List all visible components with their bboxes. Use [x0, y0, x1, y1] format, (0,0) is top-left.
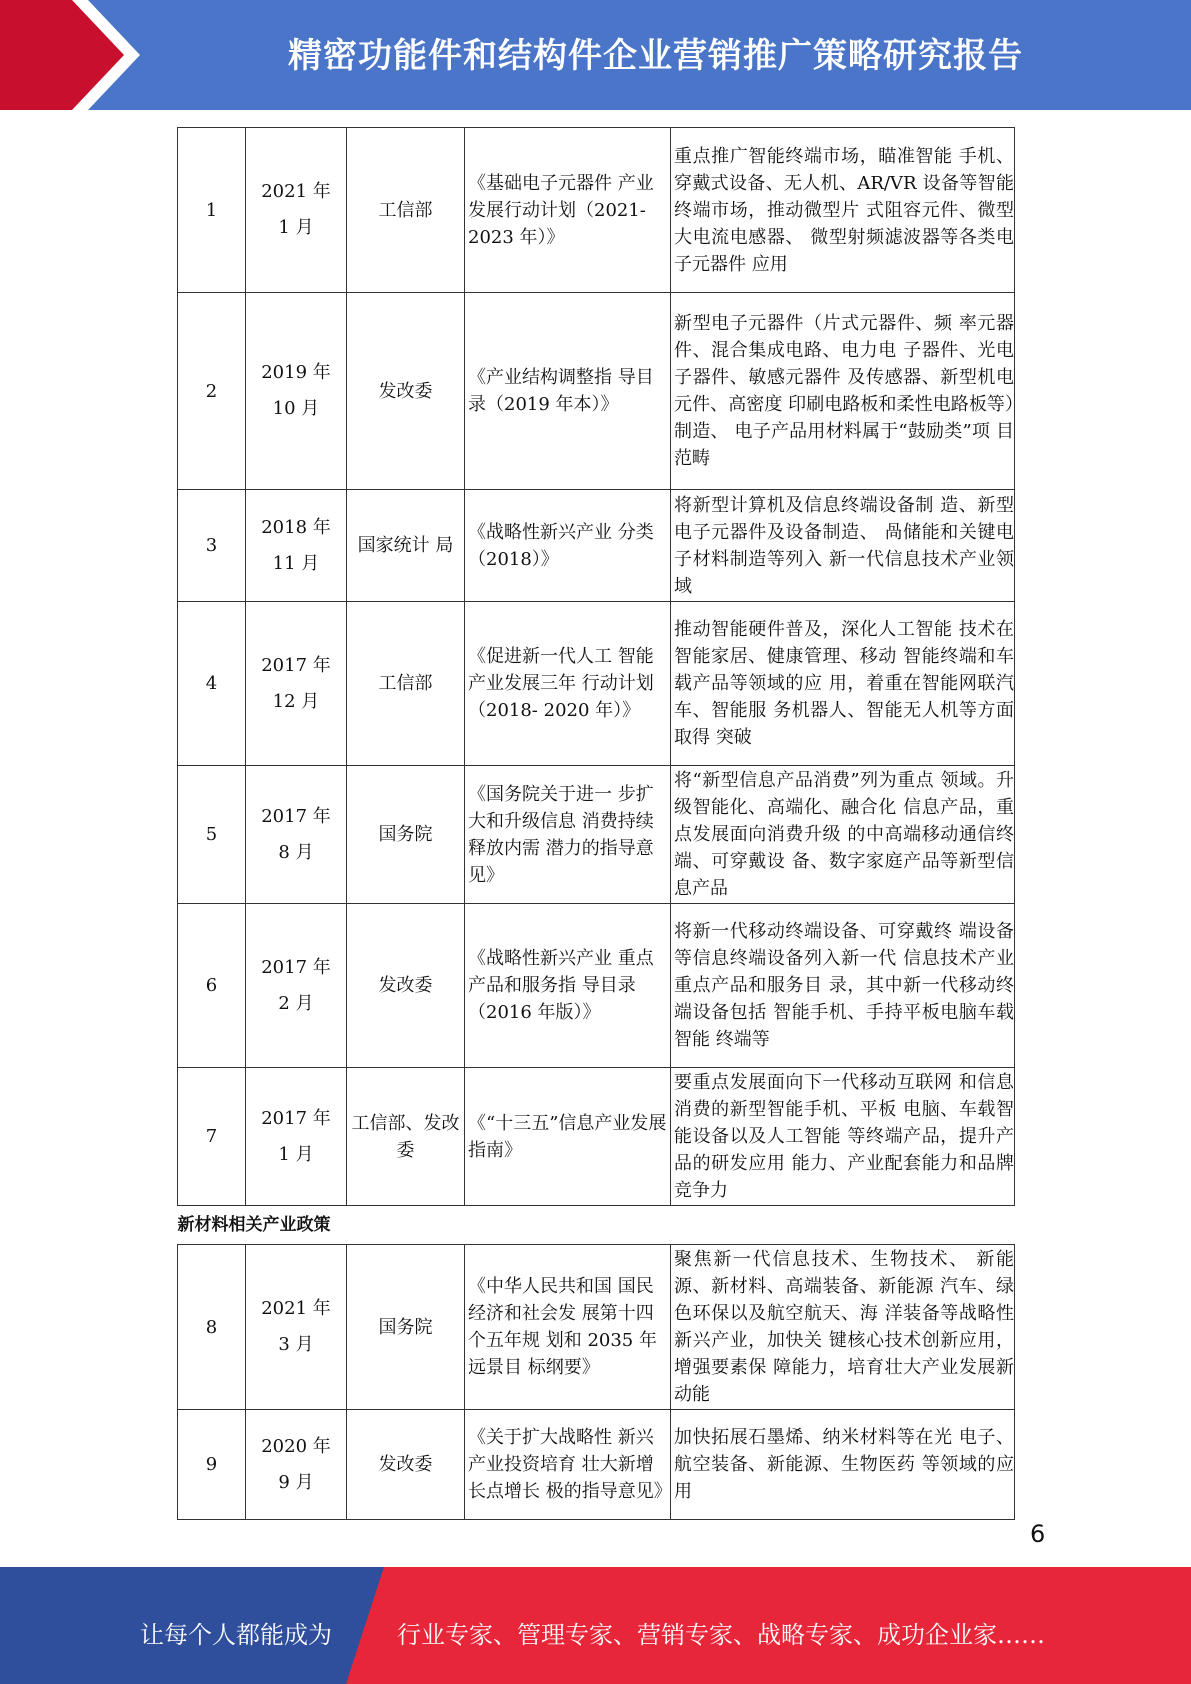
row-document: 《关于扩大战略性 新兴产业投资培育 壮大新增长点增长 极的指导意见》: [465, 1410, 671, 1520]
row-document: 《中华人民共和国 国民经济和社会发 展第十四个五年规 划和 2035 年远景目 标纲要》: [465, 1245, 671, 1410]
row-issuer: 发改委: [347, 1410, 465, 1520]
row-issuer: 国务院: [347, 766, 465, 904]
row-content: 加快拓展石墨烯、纳米材料等在光 电子、航空装备、新能源、生物医药 等领域的应用: [671, 1410, 1015, 1520]
row-content: 将“新型信息产品消费”列为重点 领域。升级智能化、高端化、融合化 信息产品，重点发展面向消费升级 的中高端移动通信终端、可穿戴设 备、数字家庭产品等新型信息产品: [671, 766, 1015, 904]
row-content: 将新一代移动终端设备、可穿戴终 端设备等信息终端设备列入新一代 信息技术产业重点产品和服务目 录，其中新一代移动终端设备包括 智能手机、手持平板电脑车载智能 终端等: [671, 904, 1015, 1068]
footer-slogan-left: 让每个人都能成为: [140, 1621, 332, 1649]
row-issuer: 发改委: [347, 904, 465, 1068]
table-row: [178, 128, 1015, 293]
row-date: 2020 年 9 月: [246, 1410, 347, 1520]
row-content: 推动智能硬件普及，深化人工智能 技术在智能家居、健康管理、移动 智能终端和车载产品等领域的应 用，着重在智能网联汽车、智能服 务机器人、智能无人机等方面取得 突破: [671, 602, 1015, 766]
footer-slogan-right: 行业专家、管理专家、营销专家、战略专家、成功企业家……: [397, 1621, 1045, 1649]
policy-table-container: [177, 127, 1014, 1520]
row-date: 2017 年 12 月: [246, 602, 347, 766]
section-heading-row: [178, 1206, 1015, 1245]
row-issuer: 工信部: [347, 128, 465, 293]
table-row: [178, 490, 1015, 602]
page-footer: [0, 1567, 1191, 1684]
row-number: 5: [178, 766, 246, 904]
row-content: 聚焦新一代信息技术、生物技术、 新能源、新材料、高端装备、新能源 汽车、绿色环保以及航空航天、海 洋装备等战略性新兴产业，加快关 键核心技术创新应用，增强要素保 障能力，培育壮大产业发展新动能: [671, 1245, 1015, 1410]
policy-table: [177, 127, 1015, 1520]
row-number: 1: [178, 128, 246, 293]
row-issuer: 国家统计 局: [347, 490, 465, 602]
page-header: [0, 0, 1191, 110]
row-document: 《基础电子元器件 产业发展行动计划（2021-2023 年）》: [465, 128, 671, 293]
row-number: 6: [178, 904, 246, 1068]
row-content: 要重点发展面向下一代移动互联网 和信息消费的新型智能手机、平板 电脑、车载智能设备以及人工智能 等终端产品，提升产品的研发应用 能力、产业配套能力和品牌竞争力: [671, 1068, 1015, 1206]
row-document: 《“十三五”信息产业发展指南》: [465, 1068, 671, 1206]
row-number: 3: [178, 490, 246, 602]
row-number: 4: [178, 602, 246, 766]
table-row: [178, 766, 1015, 904]
row-document: 《促进新一代人工 智能产业发展三年 行动计划（2018- 2020 年）》: [465, 602, 671, 766]
page-number: 6: [1030, 1520, 1046, 1548]
row-date: 2018 年 11 月: [246, 490, 347, 602]
row-issuer: 发改委: [347, 293, 465, 490]
row-number: 8: [178, 1245, 246, 1410]
section-heading: 新材料相关产业政策: [178, 1206, 1015, 1245]
row-date: 2021 年 3 月: [246, 1245, 347, 1410]
row-content: 将新型计算机及信息终端设备制 造、新型电子元器件及设备制造、 咼储能和关键电子材料制造等列入 新一代信息技术产业领域: [671, 490, 1015, 602]
report-title: 精密功能件和结构件企业营销推广策略研究报告: [288, 36, 1023, 76]
row-document: 《国务院关于进一 步扩大和升级信息 消费持续释放内需 潜力的指导意见》: [465, 766, 671, 904]
row-document: 《战略性新兴产业 重点产品和服务指 导目录（2016 年版）》: [465, 904, 671, 1068]
row-issuer: 工信部: [347, 602, 465, 766]
row-number: 7: [178, 1068, 246, 1206]
row-date: 2021 年 1 月: [246, 128, 347, 293]
table-row: [178, 293, 1015, 490]
row-content: 重点推广智能终端市场，瞄准智能 手机、穿戴式设备、无人机、AR/VR 设备等智能终端市场，推动微型片 式阻容元件、微型大电流电感器、 微型射频滤波器等各类电子元器件 应用: [671, 128, 1015, 293]
table-row: [178, 1068, 1015, 1206]
row-issuer: 国务院: [347, 1245, 465, 1410]
row-document: 《产业结构调整指 导目录（2019 年本）》: [465, 293, 671, 490]
row-content: 新型电子元器件（片式元器件、频 率元器件、混合集成电路、电力电 子器件、光电子器件、敏感元器件 及传感器、新型机电元件、高密度 印刷电路板和柔性电路板等）制造、 电子产品用材料属于“鼓励类”项 目范畴: [671, 293, 1015, 490]
table-row: [178, 904, 1015, 1068]
row-date: 2019 年 10 月: [246, 293, 347, 490]
table-row: [178, 1245, 1015, 1410]
row-date: 2017 年 8 月: [246, 766, 347, 904]
row-date: 2017 年 2 月: [246, 904, 347, 1068]
table-row: [178, 1410, 1015, 1520]
row-issuer: 工信部、发改委: [347, 1068, 465, 1206]
table-row: [178, 602, 1015, 766]
row-number: 9: [178, 1410, 246, 1520]
row-date: 2017 年 1 月: [246, 1068, 347, 1206]
row-number: 2: [178, 293, 246, 490]
row-document: 《战略性新兴产业 分类（2018）》: [465, 490, 671, 602]
